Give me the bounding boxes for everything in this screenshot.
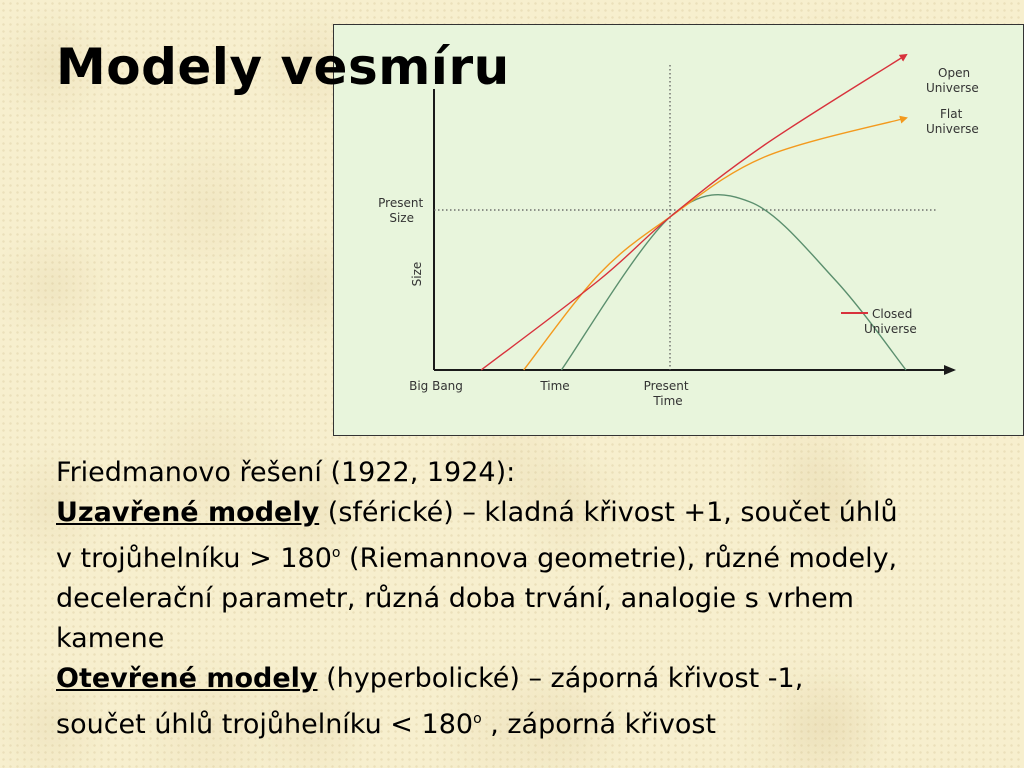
open-models-desc-2b: , záporná křivost	[481, 709, 717, 740]
closed-universe-label-line2: Universe	[864, 322, 917, 336]
open-models-desc-2a: součet úhlů trojůhelníku < 180	[56, 709, 474, 740]
flat-universe-curve	[524, 118, 906, 370]
closed-models-desc-1: (sférické) – kladná křivost +1, součet úhlů	[319, 497, 898, 528]
present-size-label	[378, 196, 427, 225]
degree-sup-2: o	[473, 711, 482, 727]
y-axis-label: Size	[410, 261, 424, 287]
open-models-desc-1: (hyperbolické) – záporná křivost -1,	[317, 663, 804, 694]
closed-universe-curve	[561, 195, 906, 370]
flat-universe-label-line2: Universe	[926, 122, 979, 136]
closed-models-line-3: decelerační parametr, různá doba trvání, analogie s vrhem	[56, 583, 854, 614]
closed-universe-label	[864, 307, 917, 336]
open-universe-curve	[481, 55, 906, 370]
page-title: Modely vesmíru	[56, 38, 510, 96]
description-text	[56, 453, 1016, 745]
present-time-line1: Present	[643, 379, 689, 393]
open-universe-label-line2: Universe	[926, 81, 979, 95]
closed-universe-label-line1: Closed	[872, 307, 913, 321]
x-tick-big-bang: Big Bang	[409, 379, 463, 393]
closed-models-line-4: kamene	[56, 623, 165, 654]
closed-models-desc-2b: (Riemannova geometrie), různé modely,	[340, 543, 898, 574]
degree-sup: o	[331, 545, 341, 561]
open-models-line-1	[56, 659, 1016, 699]
closed-models-line-1	[56, 493, 1016, 533]
intro-line: Friedmanovo řešení (1922, 1924):	[56, 457, 516, 488]
x-tick-present-time	[644, 379, 693, 408]
x-tick-time: Time	[540, 379, 570, 393]
closed-models-keyword: Uzavřené modely	[56, 497, 320, 528]
closed-models-line-2	[56, 533, 1016, 579]
present-time-line2: Time	[653, 394, 683, 408]
open-universe-label-line1: Open	[938, 66, 971, 80]
flat-universe-label	[926, 107, 979, 136]
closed-models-desc-2a: v trojůhelníku > 180	[56, 543, 332, 574]
present-size-label-line2: Size	[389, 211, 414, 225]
open-universe-label	[926, 66, 979, 95]
open-models-line-2	[56, 699, 1016, 745]
present-size-label-line1: Present	[378, 196, 424, 210]
open-models-keyword: Otevřené modely	[56, 663, 318, 694]
flat-universe-label-line1: Flat	[940, 107, 963, 121]
